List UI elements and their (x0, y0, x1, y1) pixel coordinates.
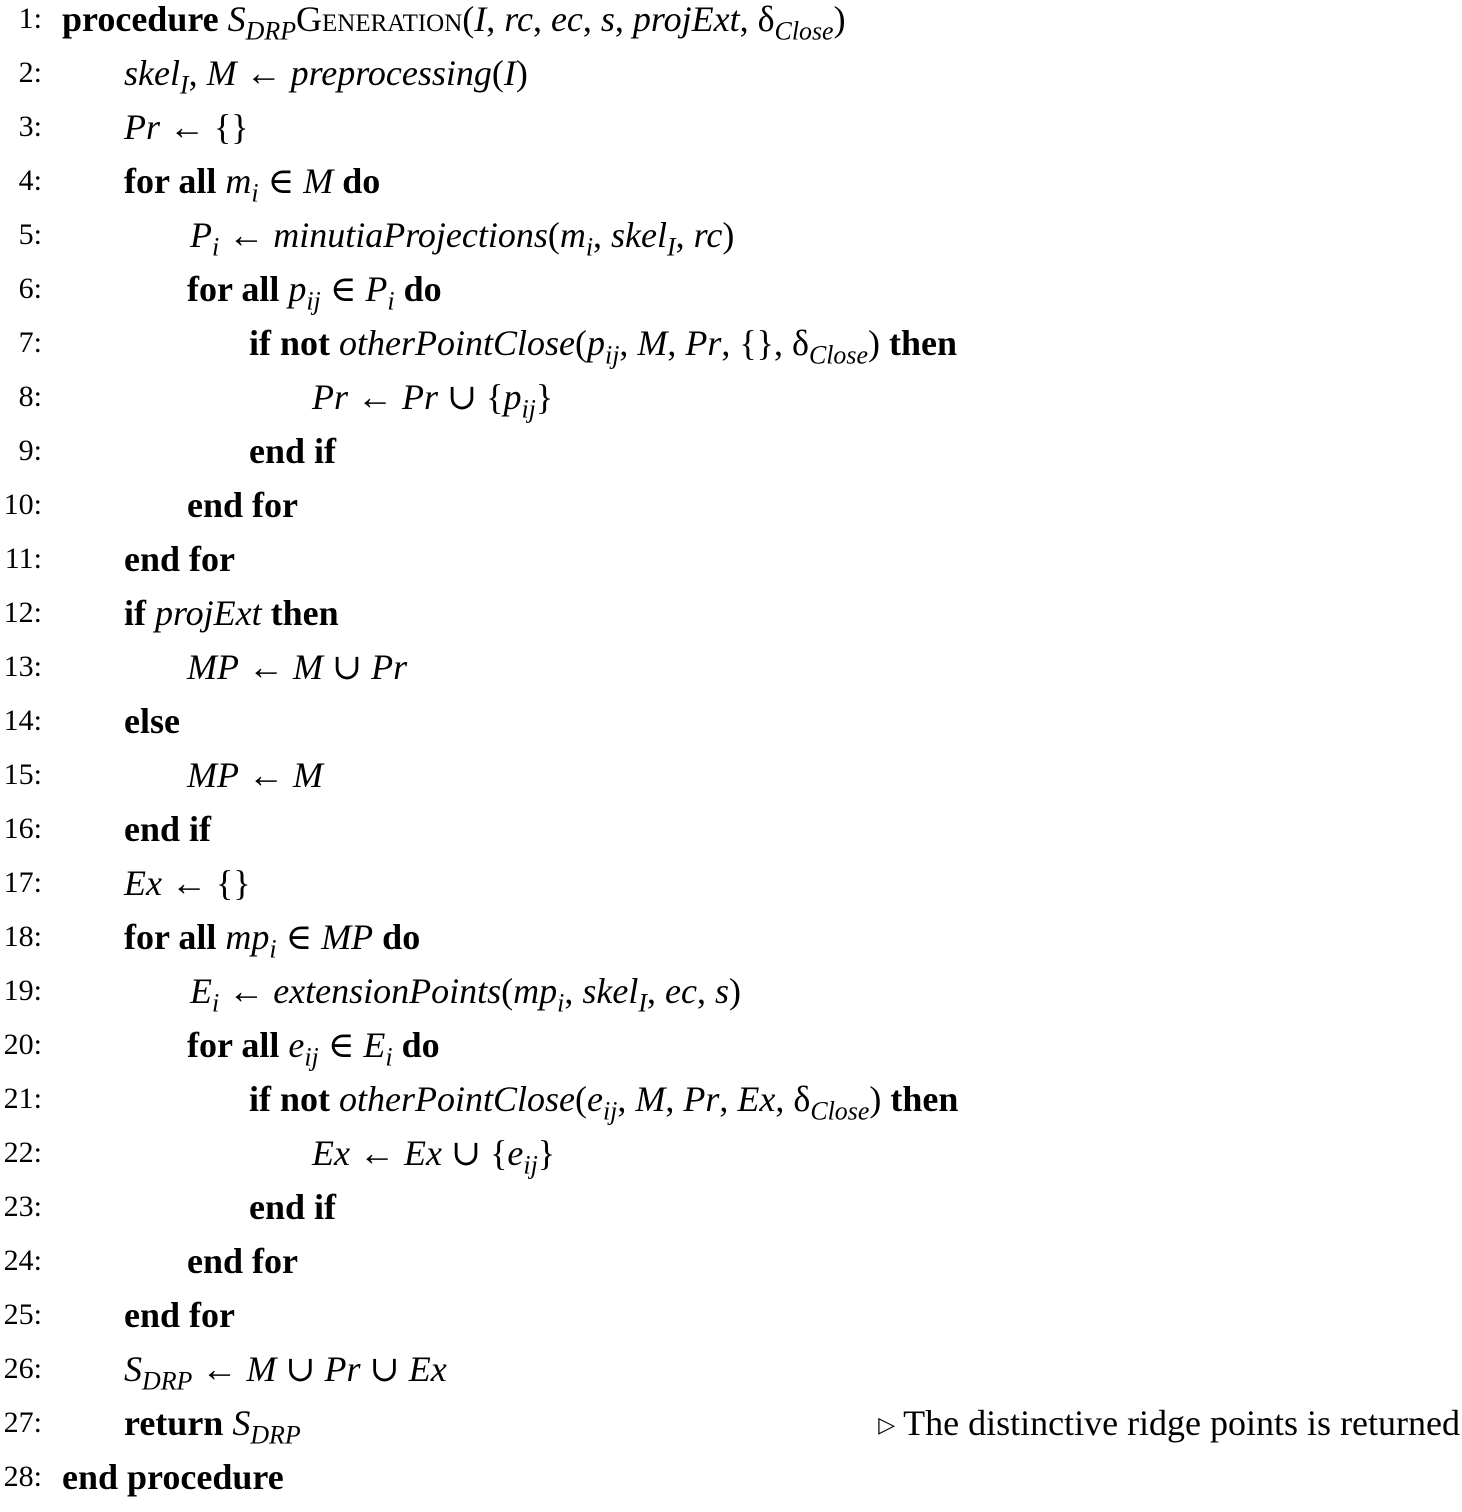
line-number: 27: (3, 1406, 42, 1439)
algorithm-line-26 (0, 1350, 1462, 1404)
algorithm-line-5 (0, 216, 1462, 270)
algorithm-line-23 (0, 1188, 1462, 1242)
algorithm-line-17 (0, 864, 1462, 918)
line-code: end if (249, 431, 337, 471)
algorithm-line-10 (0, 486, 1462, 540)
line-code: end for (187, 1241, 298, 1281)
algorithm-line-12 (0, 594, 1462, 648)
line-comment (878, 1404, 1460, 1444)
comment-text: The distinctive ridge points is returned (903, 1403, 1460, 1443)
line-code: skel$_I$, M ← preprocessing(I) (124, 53, 528, 100)
line-number: 22: (3, 1136, 42, 1169)
line-code: if not $otherPointClose(e_{ij}$, M, Pr, Ex, $\delta_{Close}$) then (249, 1079, 959, 1126)
line-code: for all $e_{ij}$ ∈ $E_i$ do (187, 1025, 440, 1072)
line-code: MP ← M (187, 755, 323, 795)
comment-triangle-icon: ▷ (878, 1411, 896, 1437)
line-number: 14: (3, 704, 42, 737)
line-code: $S_{DRP}$ ← M ∪ Pr ∪ Ex (124, 1349, 447, 1396)
line-code: if projExt then (124, 593, 339, 633)
line-code: if not $otherPointClose(p_{ij}$, M, Pr, {}, $\delta_{Close}$) then (249, 323, 957, 370)
line-code: for all $m_i$ ∈ M do (124, 161, 381, 208)
line-number: 25: (3, 1298, 42, 1331)
line-code: end for (187, 485, 298, 525)
line-number: 7: (18, 326, 42, 359)
algorithm-line-25 (0, 1296, 1462, 1350)
algorithm-line-4 (0, 162, 1462, 216)
algorithm-line-13 (0, 648, 1462, 702)
line-code: end procedure (62, 1457, 284, 1497)
line-number: 17: (3, 866, 42, 899)
algorithm-line-16 (0, 810, 1462, 864)
line-code: for all $p_{ij}$ ∈ $P_i$ do (187, 269, 442, 316)
algorithm-line-19 (0, 972, 1462, 1026)
line-code: for all $mp_i$ ∈ MP do (124, 917, 421, 964)
line-number: 1: (18, 2, 42, 35)
line-code: procedure $S_{DRP}Generation(I$, rc, ec, s, projExt, $\delta_{Close}$) (62, 0, 846, 46)
line-code: return $S_{DRP}$ (124, 1403, 301, 1450)
line-code: end if (249, 1187, 337, 1227)
algorithm-line-11 (0, 540, 1462, 594)
algorithm-line-22 (0, 1134, 1462, 1188)
algorithm-line-8 (0, 378, 1462, 432)
line-number: 2: (18, 56, 42, 89)
line-number: 8: (18, 380, 42, 413)
algorithm-line-15 (0, 756, 1462, 810)
line-number: 11: (4, 542, 42, 575)
line-code: MP ← M ∪ Pr (187, 647, 408, 687)
line-number: 3: (18, 110, 42, 143)
algorithm-line-21 (0, 1080, 1462, 1134)
line-number: 21: (3, 1082, 42, 1115)
line-code: Pr ← {} (124, 107, 249, 147)
line-number: 28: (3, 1460, 42, 1493)
line-number: 20: (3, 1028, 42, 1061)
line-number: 16: (3, 812, 42, 845)
algorithm-line-2 (0, 54, 1462, 108)
line-number: 24: (3, 1244, 42, 1277)
line-number: 6: (18, 272, 42, 305)
algorithm-line-24 (0, 1242, 1462, 1296)
algorithm-line-27 (0, 1404, 1462, 1458)
line-code: $P_i$ ← $minutiaProjections(m_i$, skel$_I$, rc) (190, 215, 735, 262)
line-code: Pr ← Pr ∪ $\{p_{ij}\}$ (312, 377, 554, 424)
line-code: Ex ← {} (124, 863, 251, 903)
line-code: end if (124, 809, 212, 849)
line-number: 26: (3, 1352, 42, 1385)
line-number: 9: (18, 434, 42, 467)
algorithm-line-6 (0, 270, 1462, 324)
algorithm-line-18 (0, 918, 1462, 972)
line-code: end for (124, 1295, 235, 1335)
algorithm-line-14 (0, 702, 1462, 756)
algorithm-line-3 (0, 108, 1462, 162)
line-number: 19: (3, 974, 42, 1007)
line-code: end for (124, 539, 235, 579)
algorithm-line-9 (0, 432, 1462, 486)
line-number: 10: (3, 488, 42, 521)
line-code: $E_i$ ← $extensionPoints(mp_i$, skel$_I$, ec, s) (190, 971, 741, 1018)
line-number: 18: (3, 920, 42, 953)
line-number: 4: (18, 164, 42, 197)
line-number: 5: (18, 218, 42, 251)
line-code: else (124, 701, 180, 741)
line-number: 13: (3, 650, 42, 683)
line-number: 15: (3, 758, 42, 791)
algorithm-line-28 (0, 1458, 1462, 1512)
line-number: 12: (3, 596, 42, 629)
line-number: 23: (3, 1190, 42, 1223)
algorithm-line-20 (0, 1026, 1462, 1080)
algorithm-line-1 (0, 0, 1462, 54)
line-code: Ex ← Ex ∪ $\{e_{ij}\}$ (312, 1133, 556, 1180)
algorithm-line-7 (0, 324, 1462, 378)
